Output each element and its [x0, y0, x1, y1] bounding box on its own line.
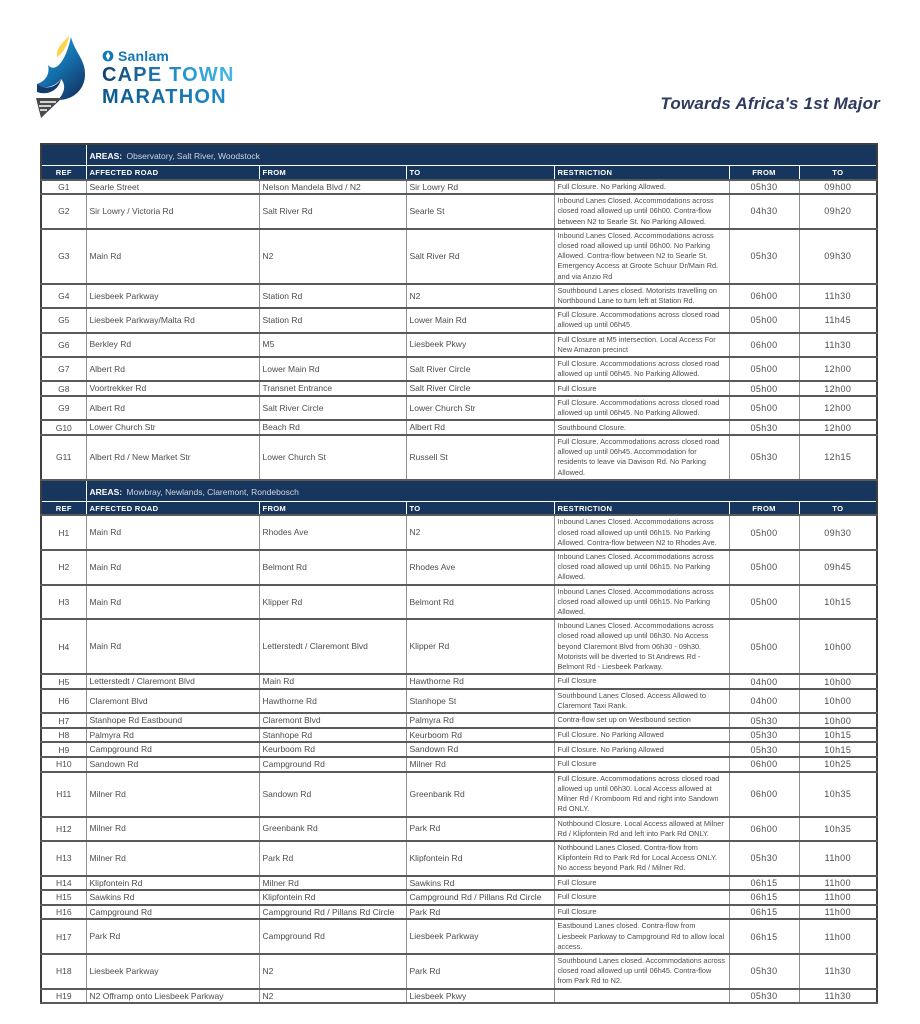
to-time-cell: 10h00	[799, 689, 877, 713]
areas-band-row	[41, 144, 877, 166]
from-time-cell: 05h30	[729, 728, 799, 743]
from-cell: Beach Rd	[259, 420, 406, 435]
closure-row	[41, 381, 877, 396]
affected-road-cell: Albert Rd / New Market Str	[86, 435, 259, 480]
areas-band-row	[41, 480, 877, 502]
to-time-cell: 09h00	[799, 180, 877, 195]
ref-cell: H10	[41, 757, 86, 772]
from-time-cell: 06h00	[729, 333, 799, 357]
to-time-cell: 10h15	[799, 728, 877, 743]
affected-road-cell: Campground Rd	[86, 742, 259, 757]
closure-row	[41, 229, 877, 284]
closure-row	[41, 713, 877, 728]
affected-road-cell: Main Rd	[86, 585, 259, 620]
affected-road-cell: Liesbeek Parkway/Malta Rd	[86, 308, 259, 332]
from-cell: Belmont Rd	[259, 550, 406, 585]
ref-cell: G7	[41, 357, 86, 381]
from-time-cell: 05h30	[729, 841, 799, 876]
to-time-cell: 11h00	[799, 841, 877, 876]
affected-road-cell: Albert Rd	[86, 357, 259, 381]
to-time-cell: 12h00	[799, 381, 877, 396]
to-time-cell: 11h30	[799, 954, 877, 989]
from-cell: Campground Rd / Pillans Rd Circle	[259, 905, 406, 920]
column-header-2: FROM	[259, 166, 406, 180]
closure-row	[41, 954, 877, 989]
from-time-cell: 06h15	[729, 876, 799, 891]
to-cell: Russell St	[406, 435, 554, 480]
from-cell: Claremont Blvd	[259, 713, 406, 728]
to-cell: Salt River Circle	[406, 381, 554, 396]
closure-row	[41, 989, 877, 1004]
ref-cell: G2	[41, 194, 86, 229]
table-container	[40, 143, 876, 1004]
to-cell: Milner Rd	[406, 757, 554, 772]
ref-cell: H1	[41, 515, 86, 550]
ref-cell: H4	[41, 619, 86, 674]
ref-cell: H6	[41, 689, 86, 713]
from-cell: Transnet Entrance	[259, 381, 406, 396]
ref-cell: H16	[41, 905, 86, 920]
to-time-cell: 09h30	[799, 515, 877, 550]
from-cell: Letterstedt / Claremont Blvd	[259, 619, 406, 674]
affected-road-cell: Stanhope Rd Eastbound	[86, 713, 259, 728]
road-closure-table	[40, 143, 878, 1004]
from-time-cell: 06h15	[729, 905, 799, 920]
from-cell: Klipfontein Rd	[259, 890, 406, 905]
ref-cell: G1	[41, 180, 86, 195]
to-cell: Campground Rd / Pillans Rd Circle	[406, 890, 554, 905]
ref-cell: H5	[41, 674, 86, 689]
restriction-cell: Full Closure	[554, 757, 729, 772]
from-time-cell: 05h30	[729, 180, 799, 195]
from-cell: Milner Rd	[259, 876, 406, 891]
column-header-4: RESTRICTION	[554, 166, 729, 180]
restriction-cell: Full Closure at M5 intersection. Local Access For New Amazon precinct	[554, 333, 729, 357]
closure-table-body	[41, 144, 877, 1003]
from-cell: Campground Rd	[259, 757, 406, 772]
areas-label: AREAS:	[89, 151, 123, 161]
affected-road-cell: Main Rd	[86, 619, 259, 674]
affected-road-cell: Klipfontein Rd	[86, 876, 259, 891]
ref-cell: G10	[41, 420, 86, 435]
column-header-0: REF	[41, 501, 86, 515]
ref-cell: G9	[41, 396, 86, 420]
restriction-cell: Inbound Lanes Closed. Accommodations across closed road allowed up until 06h30. No Access beyond Claremont Blvd from 06h30 - 09h30. Motorists will be diverted to St Andrews Rd - Belmont Rd - Liesbeek Parkway.	[554, 619, 729, 674]
closure-row	[41, 284, 877, 308]
from-cell: Salt River Rd	[259, 194, 406, 229]
ref-cell: H11	[41, 772, 86, 817]
ref-cell: G4	[41, 284, 86, 308]
column-header-row	[41, 501, 877, 515]
restriction-cell: Full Closure	[554, 890, 729, 905]
to-time-cell: 12h15	[799, 435, 877, 480]
restriction-cell: Nothbound Closure. Local Access allowed at Milner Rd / Klipfontein Rd and left into Park Rd ONLY.	[554, 817, 729, 841]
restriction-cell: Southbound Lanes closed. Accommodations across closed road allowed up until 06h45. Contra-flow from Park Rd to N2.	[554, 954, 729, 989]
column-header-1: AFFECTED ROAD	[86, 166, 259, 180]
from-time-cell: 06h00	[729, 284, 799, 308]
to-time-cell: 11h30	[799, 989, 877, 1004]
from-time-cell: 05h00	[729, 308, 799, 332]
from-time-cell: 06h00	[729, 757, 799, 772]
from-cell: Keurboom Rd	[259, 742, 406, 757]
affected-road-cell: Liesbeek Parkway	[86, 284, 259, 308]
to-time-cell: 11h00	[799, 919, 877, 954]
from-time-cell: 05h30	[729, 742, 799, 757]
from-time-cell: 06h00	[729, 817, 799, 841]
affected-road-cell: Lower Church Str	[86, 420, 259, 435]
affected-road-cell: Milner Rd	[86, 841, 259, 876]
closure-row	[41, 772, 877, 817]
ref-cell: H3	[41, 585, 86, 620]
to-time-cell: 11h00	[799, 890, 877, 905]
closure-row	[41, 817, 877, 841]
ref-cell: H7	[41, 713, 86, 728]
from-time-cell: 05h30	[729, 989, 799, 1004]
column-header-row	[41, 166, 877, 180]
to-cell: Park Rd	[406, 954, 554, 989]
event-logo	[28, 34, 235, 120]
closure-row	[41, 308, 877, 332]
from-time-cell: 06h15	[729, 919, 799, 954]
ref-cell: H8	[41, 728, 86, 743]
restriction-cell: Inbound Lanes Closed. Accommodations across closed road allowed up until 06h00. No Parking Allowed. Contra-flow between N2 to Searle St. Emergency Access at Groote Schuur Dr/Main Rd. and via Anzio Rd	[554, 229, 729, 284]
sanlam-brand: Sanlam	[118, 48, 169, 64]
affected-road-cell: Milner Rd	[86, 772, 259, 817]
from-cell: N2	[259, 954, 406, 989]
from-cell: Stanhope Rd	[259, 728, 406, 743]
to-time-cell: 09h45	[799, 550, 877, 585]
restriction-cell: Full Closure	[554, 905, 729, 920]
from-time-cell: 05h00	[729, 550, 799, 585]
restriction-cell: Full Closure. No Parking Allowed	[554, 742, 729, 757]
affected-road-cell: Sawkins Rd	[86, 890, 259, 905]
closure-row	[41, 674, 877, 689]
from-time-cell: 04h00	[729, 674, 799, 689]
restriction-cell: Nothbound Lanes Closed. Contra-flow from Klipfontein Rd to Park Rd for Local Access ONLY. No access beyond Park Rd / Milner Rd.	[554, 841, 729, 876]
from-time-cell: 05h30	[729, 229, 799, 284]
restriction-cell: Eastbound Lanes closed. Contra-flow from Liesbeek Parkway to Campground Rd to allow local access.	[554, 919, 729, 954]
from-cell: Rhodes Ave	[259, 515, 406, 550]
to-time-cell: 10h00	[799, 619, 877, 674]
closure-row	[41, 435, 877, 480]
to-time-cell: 11h00	[799, 876, 877, 891]
column-header-1: AFFECTED ROAD	[86, 501, 259, 515]
to-time-cell: 12h00	[799, 357, 877, 381]
to-time-cell: 10h35	[799, 817, 877, 841]
from-time-cell: 05h00	[729, 396, 799, 420]
from-time-cell: 05h00	[729, 619, 799, 674]
restriction-cell: Full Closure. Accommodations across closed road allowed up until 06h45. No Parking Allowed.	[554, 396, 729, 420]
closure-row	[41, 876, 877, 891]
ref-cell: H15	[41, 890, 86, 905]
to-time-cell: 10h25	[799, 757, 877, 772]
to-time-cell: 11h45	[799, 308, 877, 332]
from-cell: Klipper Rd	[259, 585, 406, 620]
to-cell: Sandown Rd	[406, 742, 554, 757]
to-time-cell: 11h30	[799, 333, 877, 357]
to-cell: Sawkins Rd	[406, 876, 554, 891]
from-cell: Station Rd	[259, 284, 406, 308]
to-cell: Salt River Rd	[406, 229, 554, 284]
column-header-0: REF	[41, 166, 86, 180]
to-cell: N2	[406, 284, 554, 308]
affected-road-cell: Berkley Rd	[86, 333, 259, 357]
tagline: Towards Africa's 1st Major	[660, 94, 880, 113]
to-time-cell: 10h15	[799, 585, 877, 620]
restriction-cell: Inbound Lanes Closed. Accommodations across closed road allowed up until 06h15. No Parking Allowed.	[554, 585, 729, 620]
affected-road-cell: Albert Rd	[86, 396, 259, 420]
to-time-cell: 11h00	[799, 905, 877, 920]
column-header-5: FROM	[729, 501, 799, 515]
closure-row	[41, 585, 877, 620]
to-time-cell: 10h15	[799, 742, 877, 757]
to-cell: Liesbeek Parkway	[406, 919, 554, 954]
closure-row	[41, 550, 877, 585]
restriction-cell: Full Closure. Accommodations across closed road allowed up until 06h45. Accommodation for residents to leave via Davison Rd. No Parking Allowed.	[554, 435, 729, 480]
sanlam-wreath-icon	[102, 50, 114, 62]
closure-row	[41, 396, 877, 420]
restriction-cell: Southbound Closure.	[554, 420, 729, 435]
affected-road-cell: Palmyra Rd	[86, 728, 259, 743]
from-time-cell: 06h00	[729, 772, 799, 817]
closure-row	[41, 333, 877, 357]
closure-row	[41, 841, 877, 876]
logo-title-line1: CAPE TOWN	[102, 64, 235, 86]
affected-road-cell: Main Rd	[86, 550, 259, 585]
column-header-3: TO	[406, 501, 554, 515]
ref-cell: G6	[41, 333, 86, 357]
to-time-cell: 12h00	[799, 420, 877, 435]
to-time-cell: 10h35	[799, 772, 877, 817]
restriction-cell: Full Closure. Accommodations across closed road allowed up until 06h30. Local Access allowed at Milner Rd / Kromboom Rd and right into Sandown Rd ONLY.	[554, 772, 729, 817]
restriction-cell: Contra-flow set up on Westbound section	[554, 713, 729, 728]
to-cell: Salt River Circle	[406, 357, 554, 381]
affected-road-cell: Letterstedt / Claremont Blvd	[86, 674, 259, 689]
to-cell: Hawthorne Rd	[406, 674, 554, 689]
to-cell: Park Rd	[406, 817, 554, 841]
from-cell: Lower Main Rd	[259, 357, 406, 381]
areas-band-label	[86, 144, 877, 166]
from-cell: Nelson Mandela Blvd / N2	[259, 180, 406, 195]
ref-cell: G5	[41, 308, 86, 332]
to-cell: Belmont Rd	[406, 585, 554, 620]
from-time-cell: 05h00	[729, 381, 799, 396]
to-cell: Sir Lowry Rd	[406, 180, 554, 195]
to-time-cell: 10h00	[799, 713, 877, 728]
to-cell: Stanhope St	[406, 689, 554, 713]
from-cell: Park Rd	[259, 841, 406, 876]
to-cell: Albert Rd	[406, 420, 554, 435]
areas-band-spacer	[41, 480, 86, 502]
from-cell: Main Rd	[259, 674, 406, 689]
from-time-cell: 05h30	[729, 713, 799, 728]
affected-road-cell: Park Rd	[86, 919, 259, 954]
restriction-cell: Inbound Lanes Closed. Accommodations across closed road allowed up until 06h15. No Parking Allowed.	[554, 550, 729, 585]
from-time-cell: 05h30	[729, 435, 799, 480]
restriction-cell	[554, 989, 729, 1004]
closure-row	[41, 742, 877, 757]
restriction-cell: Inbound Lanes Closed. Accommodations across closed road allowed up until 06h00. Contra-flow between N2 to Searle St. No Parking Allowed.	[554, 194, 729, 229]
to-cell: Greenbank Rd	[406, 772, 554, 817]
affected-road-cell: Voortrekker Rd	[86, 381, 259, 396]
from-time-cell: 05h00	[729, 585, 799, 620]
ref-cell: G8	[41, 381, 86, 396]
closure-row	[41, 420, 877, 435]
from-time-cell: 04h30	[729, 194, 799, 229]
restriction-cell: Full Closure. No Parking Allowed	[554, 728, 729, 743]
closure-row	[41, 905, 877, 920]
restriction-cell: Full Closure. Accommodations across closed road allowed up until 06h45. No Parking Allowed.	[554, 357, 729, 381]
to-cell: Klipfontein Rd	[406, 841, 554, 876]
ref-cell: H12	[41, 817, 86, 841]
areas-band-label	[86, 480, 877, 502]
closure-row	[41, 194, 877, 229]
closure-row	[41, 728, 877, 743]
affected-road-cell: Claremont Blvd	[86, 689, 259, 713]
ref-cell: H17	[41, 919, 86, 954]
ref-cell: H13	[41, 841, 86, 876]
to-cell: Lower Main Rd	[406, 308, 554, 332]
to-time-cell: 09h30	[799, 229, 877, 284]
from-cell: Station Rd	[259, 308, 406, 332]
affected-road-cell: Main Rd	[86, 515, 259, 550]
ref-cell: H18	[41, 954, 86, 989]
to-cell: Klipper Rd	[406, 619, 554, 674]
column-header-6: TO	[799, 166, 877, 180]
from-time-cell: 05h30	[729, 420, 799, 435]
areas-band-spacer	[41, 144, 86, 166]
closure-row	[41, 919, 877, 954]
restriction-cell: Full Closure	[554, 876, 729, 891]
from-cell: Sandown Rd	[259, 772, 406, 817]
closure-row	[41, 357, 877, 381]
to-cell: Liesbeek Pkwy	[406, 333, 554, 357]
marathon-flame-icon	[28, 34, 92, 120]
affected-road-cell: Liesbeek Parkway	[86, 954, 259, 989]
from-cell: M5	[259, 333, 406, 357]
from-cell: Greenbank Rd	[259, 817, 406, 841]
to-time-cell: 12h00	[799, 396, 877, 420]
from-cell: Hawthorne Rd	[259, 689, 406, 713]
from-time-cell: 05h30	[729, 954, 799, 989]
to-cell: Palmyra Rd	[406, 713, 554, 728]
ref-cell: H9	[41, 742, 86, 757]
column-header-6: TO	[799, 501, 877, 515]
areas-label: AREAS:	[89, 486, 123, 497]
to-cell: Searle St	[406, 194, 554, 229]
column-header-5: FROM	[729, 166, 799, 180]
to-time-cell: 10h00	[799, 674, 877, 689]
closure-row	[41, 515, 877, 550]
restriction-cell: Full Closure. Accommodations across closed road allowed up until 06h45	[554, 308, 729, 332]
to-cell: Liesbeek Pkwy	[406, 989, 554, 1004]
from-time-cell: 05h00	[729, 357, 799, 381]
to-cell: Rhodes Ave	[406, 550, 554, 585]
from-cell: Campground Rd	[259, 919, 406, 954]
to-cell: Keurboom Rd	[406, 728, 554, 743]
restriction-cell: Southbound Lanes Closed. Access Allowed to Claremont Taxi Rank.	[554, 689, 729, 713]
column-header-3: TO	[406, 166, 554, 180]
affected-road-cell: Main Rd	[86, 229, 259, 284]
from-cell: Salt River Circle	[259, 396, 406, 420]
areas-list: Observatory, Salt River, Woodstock	[126, 151, 260, 161]
to-cell: Lower Church Str	[406, 396, 554, 420]
restriction-cell: Full Closure	[554, 381, 729, 396]
ref-cell: H19	[41, 989, 86, 1004]
closure-row	[41, 757, 877, 772]
from-time-cell: 04h00	[729, 689, 799, 713]
from-time-cell: 06h15	[729, 890, 799, 905]
restriction-cell: Full Closure	[554, 674, 729, 689]
logo-title-line2: MARATHON	[102, 86, 235, 108]
affected-road-cell: Milner Rd	[86, 817, 259, 841]
ref-cell: H14	[41, 876, 86, 891]
closure-row	[41, 890, 877, 905]
column-header-4: RESTRICTION	[554, 501, 729, 515]
affected-road-cell: Campground Rd	[86, 905, 259, 920]
to-time-cell: 09h20	[799, 194, 877, 229]
to-cell: Park Rd	[406, 905, 554, 920]
restriction-cell: Inbound Lanes Closed. Accommodations across closed road allowed up until 06h15. No Parking Allowed. Contra-flow between N2 to Rhodes Ave.	[554, 515, 729, 550]
affected-road-cell: N2 Offramp onto Liesbeek Parkway	[86, 989, 259, 1004]
closure-row	[41, 619, 877, 674]
from-cell: N2	[259, 989, 406, 1004]
column-header-2: FROM	[259, 501, 406, 515]
affected-road-cell: Sandown Rd	[86, 757, 259, 772]
from-cell: Lower Church St	[259, 435, 406, 480]
from-time-cell: 05h00	[729, 515, 799, 550]
restriction-cell: Southbound Lanes closed. Motorists travelling on Northbound Lane to turn left at Station Rd.	[554, 284, 729, 308]
ref-cell: G3	[41, 229, 86, 284]
affected-road-cell: Searle Street	[86, 180, 259, 195]
from-cell: N2	[259, 229, 406, 284]
closure-row	[41, 180, 877, 195]
to-cell: N2	[406, 515, 554, 550]
ref-cell: G11	[41, 435, 86, 480]
ref-cell: H2	[41, 550, 86, 585]
restriction-cell: Full Closure. No Parking Allowed.	[554, 180, 729, 195]
affected-road-cell: Sir Lowry / Victoria Rd	[86, 194, 259, 229]
closure-row	[41, 689, 877, 713]
areas-list: Mowbray, Newlands, Claremont, Rondebosch	[126, 486, 299, 497]
to-time-cell: 11h30	[799, 284, 877, 308]
